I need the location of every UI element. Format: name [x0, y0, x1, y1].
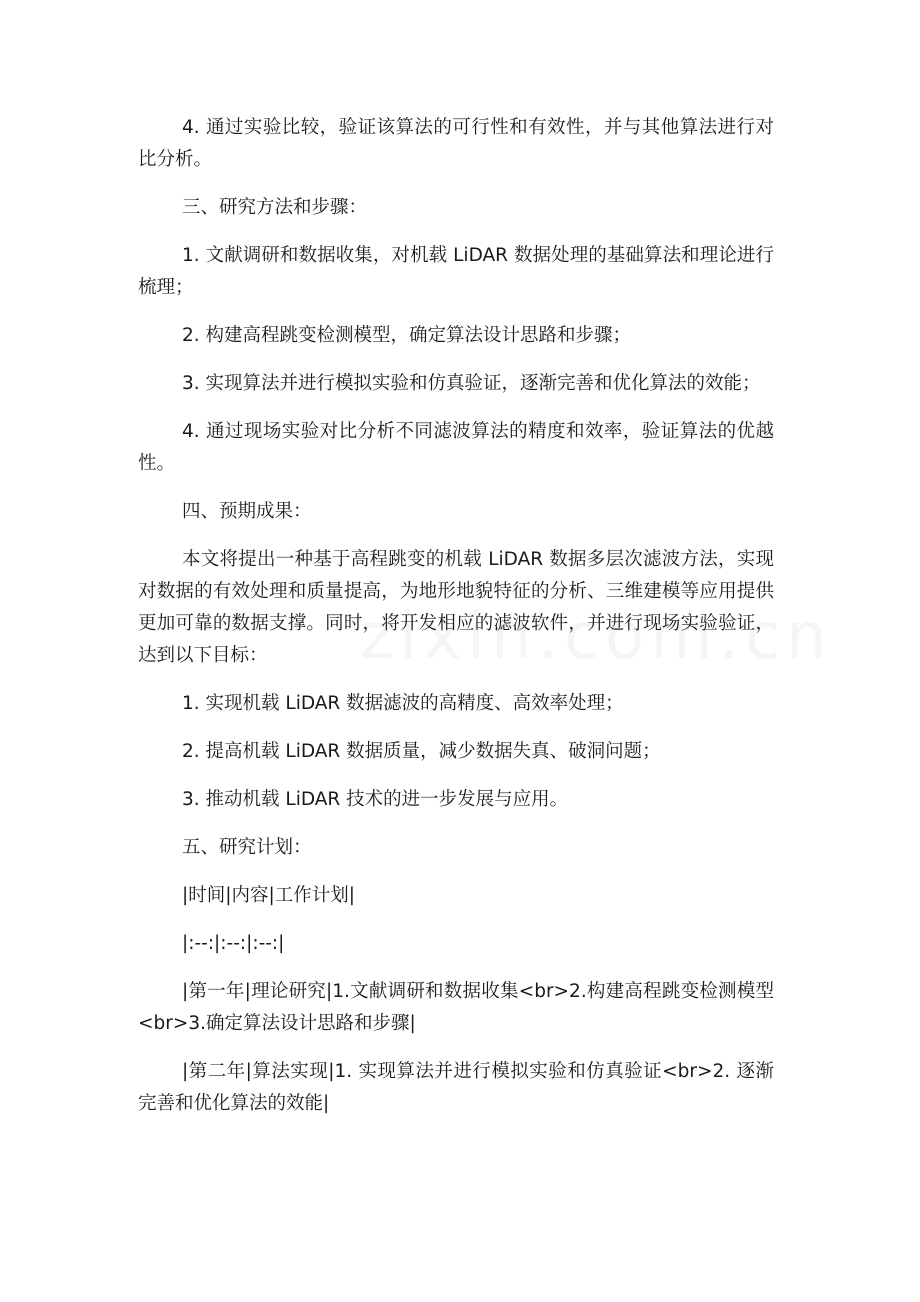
- paragraph-goal-2: 2. 提高机载 LiDAR 数据质量，减少数据失真、破洞问题；: [182, 741, 661, 762]
- plan-table-header-row: |时间|内容|工作计划|: [182, 885, 355, 906]
- section-heading-expected-results: 四、预期成果：: [182, 501, 312, 522]
- paragraph-step-4-comparison: 4. 通过实验比较，验证该算法的可行性和有效性，并与其他算法进行对比分析。: [138, 117, 774, 170]
- plan-table-row-year-2: |第二年|算法实现|1. 实现算法并进行模拟实验和仿真验证<br>2. 逐渐完善和优化算法的效能|: [138, 1061, 774, 1114]
- section-heading-methods: 三、研究方法和步骤：: [182, 197, 368, 218]
- paragraph-goal-3: 3. 推动机载 LiDAR 技术的进一步发展与应用。: [182, 789, 569, 810]
- paragraph-method-3: 3. 实现算法并进行模拟实验和仿真验证，逐渐完善和优化算法的效能；: [182, 373, 761, 394]
- paragraph-method-2: 2. 构建高程跳变检测模型，确定算法设计思路和步骤；: [182, 325, 632, 346]
- paragraph-expected-summary: 本文将提出一种基于高程跳变的机载 LiDAR 数据多层次滤波方法，实现对数据的有效处理和质量提高，为地形地貌特征的分析、三维建模等应用提供更加可靠的数据支撑。同时，将开发相应的滤波软件，并进行现场实验验证，达到以下目标：: [138, 549, 774, 666]
- section-heading-plan: 五、研究计划：: [182, 837, 312, 858]
- document-body: [138, 112, 774, 1136]
- paragraph-method-1: 1. 文献调研和数据收集，对机载 LiDAR 数据处理的基础算法和理论进行梳理；: [138, 245, 774, 298]
- plan-table-row-year-1: |第一年|理论研究|1.文献调研和数据收集<br>2.构建高程跳变检测模型<br>3.确定算法设计思路和步骤|: [138, 981, 774, 1034]
- paragraph-goal-1: 1. 实现机载 LiDAR 数据滤波的高精度、高效率处理；: [182, 693, 624, 714]
- plan-table-align-row: |:--:|:--:|:--:|: [182, 933, 285, 954]
- paragraph-method-4: 4. 通过现场实验对比分析不同滤波算法的精度和效率，验证算法的优越性。: [138, 421, 774, 474]
